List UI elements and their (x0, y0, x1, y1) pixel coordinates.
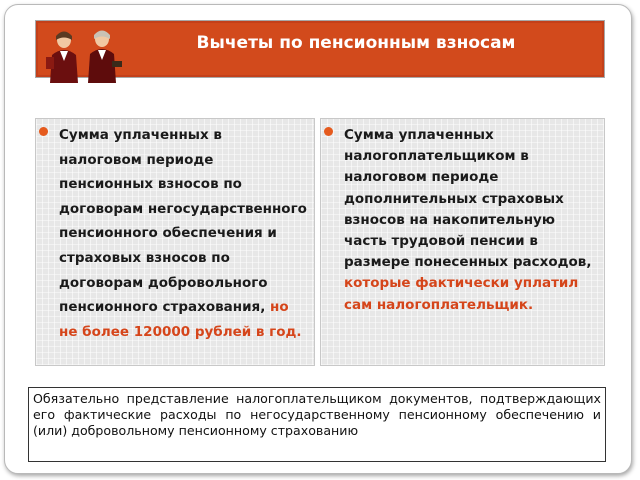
left-box-accent-text: но не более 120000 рублей в год. (59, 299, 302, 340)
left-text-box (35, 118, 315, 366)
right-box-accent-text: которые фактически уплатил сам налогоплательщик. (344, 275, 579, 313)
bullet-icon (324, 127, 333, 136)
right-box-text (344, 125, 598, 316)
right-box-main-text: Сумма уплаченных налогоплательщиком в налоговом периоде дополнительных страховых взносов на накопительную часть трудовой пенсии в размере понесенных расходов, (344, 127, 592, 271)
left-box-text (59, 123, 308, 344)
left-box-main-text: Сумма уплаченных в налоговом периоде пенсионных взносов по договорам негосударственного пенсионного обеспечения и страховых взносов по договорам добровольного пенсионного страхования, (59, 127, 307, 316)
right-text-box (320, 118, 605, 366)
title-bar (35, 20, 605, 78)
page-title: Вычеты по пенсионным взносам (196, 33, 516, 53)
note-box: Обязательно представление налогоплательщиком документов, подтверждающих его фактические расходы по негосударственному пенсионному обеспечению и (или) добровольному пенсионному страхованию (28, 387, 606, 462)
bullet-icon (39, 127, 48, 136)
judges-clipart-icon (42, 27, 126, 83)
